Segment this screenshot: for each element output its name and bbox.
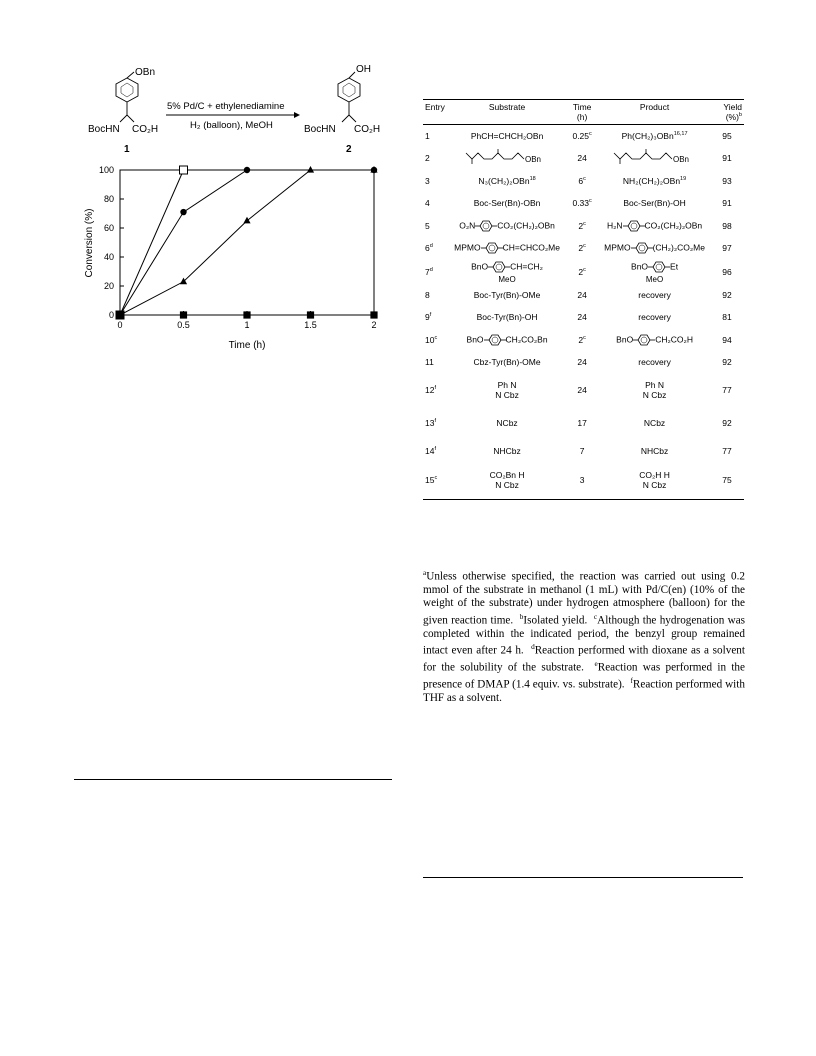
x-tick-label: 0 bbox=[117, 320, 123, 330]
data-point-triangle bbox=[243, 217, 250, 224]
table-row bbox=[423, 284, 744, 307]
co2h-label-1: CO₂H bbox=[132, 124, 159, 135]
benzene-ring-icon bbox=[484, 333, 506, 347]
cell-time: 2$^c$ bbox=[578, 243, 586, 254]
cell-entry: 14$^f$ bbox=[425, 445, 437, 456]
cell-entry: 13$^f$ bbox=[425, 418, 437, 428]
table-row bbox=[423, 192, 744, 215]
cell-product: MPMO (CH₂)₂CO₂Me bbox=[599, 237, 710, 260]
cell-substrate: PhCH=CHCH₂OBn bbox=[470, 131, 544, 141]
conditions-bottom: H₂ (balloon), MeOH bbox=[190, 120, 273, 131]
obn-group-label: OBn bbox=[135, 67, 156, 78]
cell-entry: 6$^d$ bbox=[425, 243, 433, 254]
table-row bbox=[423, 440, 744, 463]
cell-entry: 3 bbox=[425, 175, 430, 186]
cell-entry: 10$^c$ bbox=[425, 334, 438, 345]
cell-product: recovery bbox=[638, 289, 671, 300]
substrate-structure bbox=[462, 149, 552, 165]
data-point-open-square bbox=[180, 166, 188, 174]
table-row bbox=[423, 260, 744, 284]
cell-yield: 94 bbox=[722, 334, 732, 345]
plot-frame bbox=[120, 170, 374, 315]
cell-product: recovery bbox=[638, 312, 671, 323]
cell-substrate: Boc-Tyr(Bn)-OMe bbox=[473, 289, 541, 300]
header-substrate: Substrate bbox=[449, 100, 565, 125]
cell-product: recovery bbox=[638, 357, 671, 368]
x-tick-label: 0.5 bbox=[177, 320, 190, 330]
cell-yield: 97 bbox=[722, 243, 732, 254]
cell-substrate: Ph N N Cbz bbox=[495, 380, 519, 400]
cell-time: 7 bbox=[579, 445, 585, 456]
cell-time: 6$^c$ bbox=[578, 175, 586, 186]
cell-entry: 7$^d$ bbox=[425, 266, 433, 277]
cell-entry: 4 bbox=[425, 198, 430, 209]
benzene-ring-icon bbox=[631, 241, 653, 255]
cell-product: NH₂(CH₂)₂OBn$^{19}$ bbox=[622, 175, 687, 186]
cell-substrate: N₃(CH₂)₂OBn$^{18}$ bbox=[478, 175, 536, 186]
cell-product: H₂N CO₂(CH₂)₂OBn bbox=[599, 215, 710, 238]
table-row bbox=[423, 147, 744, 170]
bochn-label-2: BocHN bbox=[304, 124, 336, 135]
data-point-triangle bbox=[307, 166, 314, 173]
cell-time: 2$^c$ bbox=[578, 266, 586, 277]
cell-time: 24 bbox=[577, 357, 587, 368]
cell-entry: 5 bbox=[425, 220, 430, 231]
cell-yield: 77 bbox=[722, 445, 732, 456]
results-table bbox=[423, 99, 744, 500]
y-tick-label: 40 bbox=[103, 252, 114, 262]
header-product: Product bbox=[599, 100, 710, 125]
cell-yield: 81 bbox=[722, 312, 732, 323]
footnote-d: Reaction performed with dioxane as a solvent for the solubility of the substrate. bbox=[423, 644, 746, 674]
footnote-f: Reaction performed with THF as a solvent. bbox=[423, 678, 745, 705]
x-tick-label: 2 bbox=[371, 320, 377, 330]
compound-2-label: 2 bbox=[346, 144, 352, 155]
y-tick-label: 80 bbox=[103, 194, 114, 204]
left-column-rule bbox=[74, 779, 392, 780]
compound-1-label: 1 bbox=[124, 144, 130, 155]
cell-yield: 91 bbox=[722, 198, 732, 209]
benzene-ring-icon bbox=[623, 219, 645, 233]
cell-time: 0.33$^c$ bbox=[572, 198, 592, 209]
data-point-circle bbox=[180, 209, 186, 215]
table-row bbox=[423, 170, 744, 193]
data-point-circle bbox=[244, 167, 250, 173]
series-line-open-square bbox=[120, 170, 184, 315]
cell-entry: 1 bbox=[425, 131, 430, 141]
product-structure bbox=[610, 149, 700, 165]
cell-entry: 15$^c$ bbox=[423, 462, 449, 499]
cell-substrate: BnO CH₂CO₂Bn bbox=[449, 329, 565, 352]
cell-yield: 77 bbox=[722, 385, 732, 395]
cell-time: 24 bbox=[577, 312, 587, 323]
cell-yield: 98 bbox=[722, 220, 732, 231]
y-tick-label: 100 bbox=[98, 165, 114, 175]
structure-2 bbox=[304, 64, 380, 155]
cell-yield: 92 bbox=[722, 289, 732, 300]
cell-yield: 93 bbox=[722, 175, 732, 186]
footnote-c: Although the hydrogenation was completed within the indicated period, the benzyl group remained intact even after 24 h. bbox=[423, 614, 746, 657]
cell-entry: 9$^f$ bbox=[425, 312, 432, 323]
y-tick-label: 20 bbox=[103, 281, 114, 291]
structure-1 bbox=[88, 67, 158, 155]
cell-substrate: NCbz bbox=[496, 418, 518, 428]
y-axis-label: Conversion (%) bbox=[84, 208, 95, 278]
cell-yield: 75 bbox=[710, 462, 744, 499]
header-entry: Entry bbox=[423, 100, 449, 125]
series-line-triangle bbox=[120, 170, 374, 315]
table-row bbox=[423, 215, 744, 238]
cell-product: BnO CH₂CO₂H bbox=[599, 329, 710, 352]
footnote-a: Unless otherwise specified, the reaction was carried out using 0.2 mmol of the substrate in methanol (1 mL) with Pd/C(en) (10% of the weight of the substrate) under hydrogen atmosphere (balloon) for the given reaction time. bbox=[423, 570, 745, 627]
cell-substrate: Cbz-Tyr(Bn)-OMe bbox=[473, 357, 541, 368]
svg-text:OBn: OBn bbox=[672, 155, 689, 165]
table-row bbox=[423, 329, 744, 352]
cell-substrate: MPMO CH=CHCO₂Me bbox=[449, 237, 565, 260]
cell-time: 17 bbox=[577, 418, 587, 428]
header-yield: Yield (%)$^b$ bbox=[710, 100, 744, 125]
cell-time: 24 bbox=[577, 153, 587, 164]
header-time: Time (h) bbox=[565, 100, 599, 125]
right-column-rule bbox=[423, 877, 743, 878]
table-row bbox=[423, 125, 744, 148]
cell-yield: 91 bbox=[722, 153, 732, 164]
cell-yield: 96 bbox=[722, 266, 732, 277]
table-row bbox=[423, 374, 744, 407]
cell-product: Ph N N Cbz bbox=[642, 380, 667, 400]
footnote-e: Reaction was performed in the presence of DMAP (1.4 equiv. vs. substrate). bbox=[423, 661, 745, 691]
cell-substrate: Boc-Ser(Bn)-OBn bbox=[473, 198, 541, 209]
benzene-ring-icon bbox=[481, 241, 503, 255]
cell-time: 0.25$^c$ bbox=[572, 131, 592, 141]
svg-text:OBn: OBn bbox=[525, 155, 542, 165]
benzene-ring-icon bbox=[475, 219, 497, 233]
y-tick-label: 0 bbox=[108, 310, 114, 320]
cell-substrate: CO₂Bn H N Cbz bbox=[449, 462, 565, 499]
x-tick-label: 1 bbox=[244, 320, 250, 330]
cell-product: NHCbz bbox=[640, 445, 669, 456]
cell-product: NCbz bbox=[643, 418, 666, 428]
cell-time: 2$^c$ bbox=[578, 334, 586, 345]
oh-group-label: OH bbox=[356, 64, 371, 75]
table-footnotes: $^a$Unless otherwise specified, the reaction was carried out using 0.2 mmol of the substrate in methanol (1 mL) with Pd/C(en) (10% of the weight of the substrate) under hydrogen atmosphere (balloon) for the given reaction time. $^b$Isolated yield. $^c$Although the hydrogenation was completed within the indicated period, the benzyl group remained intact even after 24 h. $^d$Reaction performed with dioxane as a solvent for the solubility of the substrate. $^e$Reaction was performed in the presence of DMAP (1.4 equiv. vs. substrate). $^f$Reaction performed with THF as a solvent. bbox=[423, 569, 746, 705]
series-line-circle bbox=[120, 170, 374, 315]
cell-entry: 2 bbox=[425, 153, 430, 164]
cell-product: BnO Et MeO bbox=[631, 260, 679, 284]
cell-time: 24 bbox=[577, 289, 587, 300]
cell-entry: 11 bbox=[425, 357, 434, 368]
cell-product: CO₂H H N Cbz bbox=[599, 462, 710, 499]
cell-yield: 92 bbox=[722, 357, 732, 368]
y-tick-label: 60 bbox=[103, 223, 114, 233]
table-row bbox=[423, 462, 744, 499]
cell-time: 2$^c$ bbox=[578, 220, 586, 231]
benzene-ring-icon bbox=[633, 333, 655, 347]
benzene-ring-icon bbox=[648, 260, 670, 274]
cell-product: Ph(CH₂)₃OBn$^{16,17}$ bbox=[621, 131, 688, 141]
cell-substrate bbox=[449, 147, 565, 170]
reaction-scheme bbox=[80, 60, 400, 160]
table-row bbox=[423, 407, 744, 440]
table-row bbox=[423, 351, 744, 374]
cell-product bbox=[599, 147, 710, 170]
bochn-label-1: BocHN bbox=[88, 124, 120, 135]
cell-yield: 95 bbox=[722, 131, 732, 141]
table-row bbox=[423, 306, 744, 329]
cell-time: 3 bbox=[565, 462, 599, 499]
cell-product: Boc-Ser(Bn)-OH bbox=[623, 198, 686, 209]
cell-entry: 12$^f$ bbox=[425, 385, 437, 395]
cell-substrate: O₂N CO₂(CH₂)₂OBn bbox=[449, 215, 565, 238]
conditions-top: 5% Pd/C + ethylenediamine bbox=[167, 101, 285, 112]
co2h-label-2: CO₂H bbox=[354, 124, 381, 135]
cell-substrate: Boc-Tyr(Bn)-OH bbox=[476, 312, 538, 323]
cell-substrate: NHCbz bbox=[493, 445, 521, 456]
benzene-ring-icon bbox=[488, 260, 510, 274]
table-row bbox=[423, 237, 744, 260]
cell-entry: 8 bbox=[425, 289, 430, 300]
footnote-b: Isolated yield. bbox=[523, 614, 588, 627]
cell-time: 24 bbox=[577, 385, 587, 395]
cell-substrate: BnO CH=CH₂ MeO bbox=[471, 260, 543, 284]
cell-yield: 92 bbox=[722, 418, 732, 428]
x-axis-label: Time (h) bbox=[228, 340, 266, 351]
conversion-chart bbox=[70, 160, 400, 370]
x-tick-label: 1.5 bbox=[304, 320, 317, 330]
